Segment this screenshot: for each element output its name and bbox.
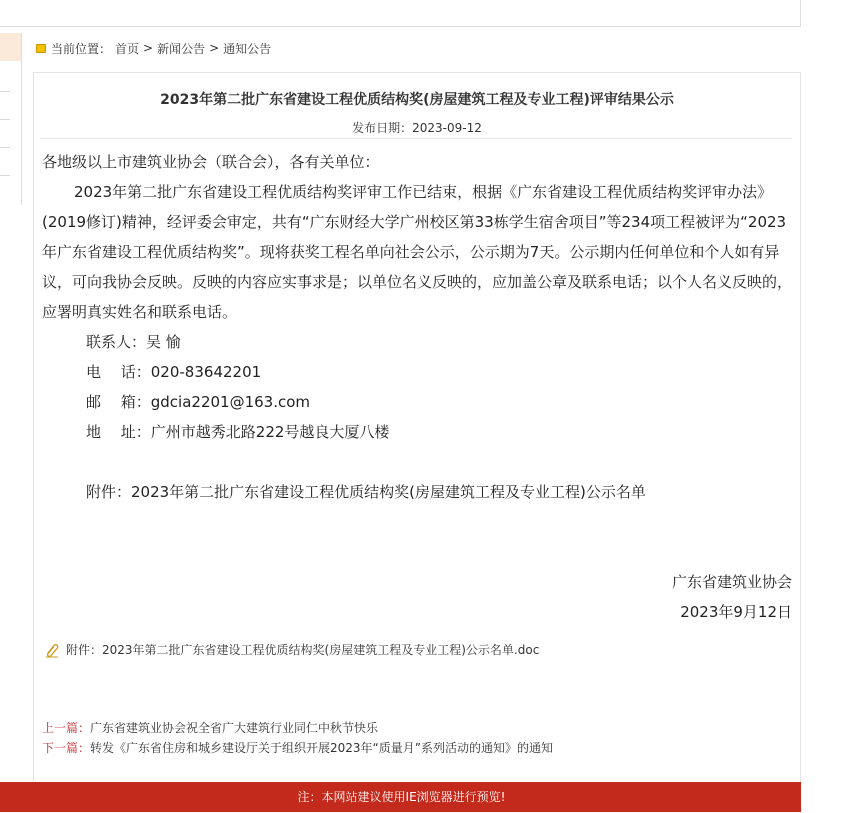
breadcrumb [36,39,271,57]
footer-notice-bar [0,782,801,812]
publish-date-value: 2023-09-12 [412,121,482,135]
title-divider [40,138,792,139]
attachment-row [44,641,539,658]
sidebar-divider [0,91,10,92]
contact-phone: 电 话：020-83642201 [86,363,262,381]
publish-date-label: 发布日期： [352,121,413,135]
article-attachment-line: 附件：2023年第二批广东省建设工程优质结构奖(房屋建筑工程及专业工程)公示名单 [86,483,646,501]
prev-article [42,718,553,738]
contact-person: 联系人：吴 愉 [86,333,181,351]
breadcrumb-separator: > [209,41,220,55]
signature-org: 广东省建筑业协会 [671,573,792,591]
contact-email: 邮 箱：gdcia2201@163.com [86,393,311,411]
sidebar-divider [0,175,10,176]
contact-address: 地 址：广州市越秀北路222号越良大厦八楼 [86,423,390,441]
top-header-bar [0,0,801,27]
breadcrumb-news-link[interactable]: 新闻公告 [157,41,206,56]
sidebar-divider [0,147,10,148]
article-body [42,147,792,627]
breadcrumb-home-link[interactable]: 首页 [115,41,140,56]
location-icon [36,44,46,53]
attachment-label: 附件： [66,643,103,657]
article-salutation: 各地级以上市建筑业协会（联合会），各有关单位： [42,153,380,171]
prev-article-link[interactable]: 广东省建筑业协会祝全省广大建筑行业同仁中秋节快乐 [90,721,379,735]
body-spacer [42,507,792,567]
breadcrumb-label: 当前位置： [51,41,112,56]
next-article [42,738,553,758]
left-sidebar [0,33,22,205]
article-paragraph: 2023年第二批广东省建设工程优质结构奖评审工作已结束，根据《广东省建设工程优质结构奖评审办法》(2019修订)精神，经评委会审定，共有“广东财经大学广州校区第33栋学生宿舍项目”等234项工程被评为“2023年广东省建设工程优质结构奖”。现将获奖工程名单向社会公示，公示期为7天。公示期内任何单位和个人如有异议，可向我协会反映。反映的内容应实事求是；以单位名义反映的，应加盖公章及联系电话；以个人名义反映的，应署明真实姓名和联系电话。 [42,183,793,321]
next-article-label: 下一篇： [42,741,91,755]
signature-date: 2023年9月12日 [680,603,792,621]
sidebar-active-tab[interactable] [0,33,21,61]
attachment-download-link[interactable]: 2023年第二批广东省建设工程优质结构奖(房屋建筑工程及专业工程)公示名单.doc [102,643,540,657]
article-container [33,72,801,782]
footer-notice-text: 注：本网站建议使用IE浏览器进行预览! [297,790,506,804]
sidebar-divider [0,119,10,120]
breadcrumb-separator: > [143,41,154,55]
publish-date [34,119,800,136]
breadcrumb-notice-link[interactable]: 通知公告 [223,41,272,56]
next-article-link[interactable]: 转发《广东省住房和城乡建设厅关于组织开展2023年“质量月”系列活动的通知》的通知 [90,741,553,755]
paperclip-icon [44,642,60,658]
article-title: 2023年第二批广东省建设工程优质结构奖(房屋建筑工程及专业工程)评审结果公示 [160,92,674,108]
prev-article-label: 上一篇： [42,721,91,735]
article-navigation [42,718,553,758]
